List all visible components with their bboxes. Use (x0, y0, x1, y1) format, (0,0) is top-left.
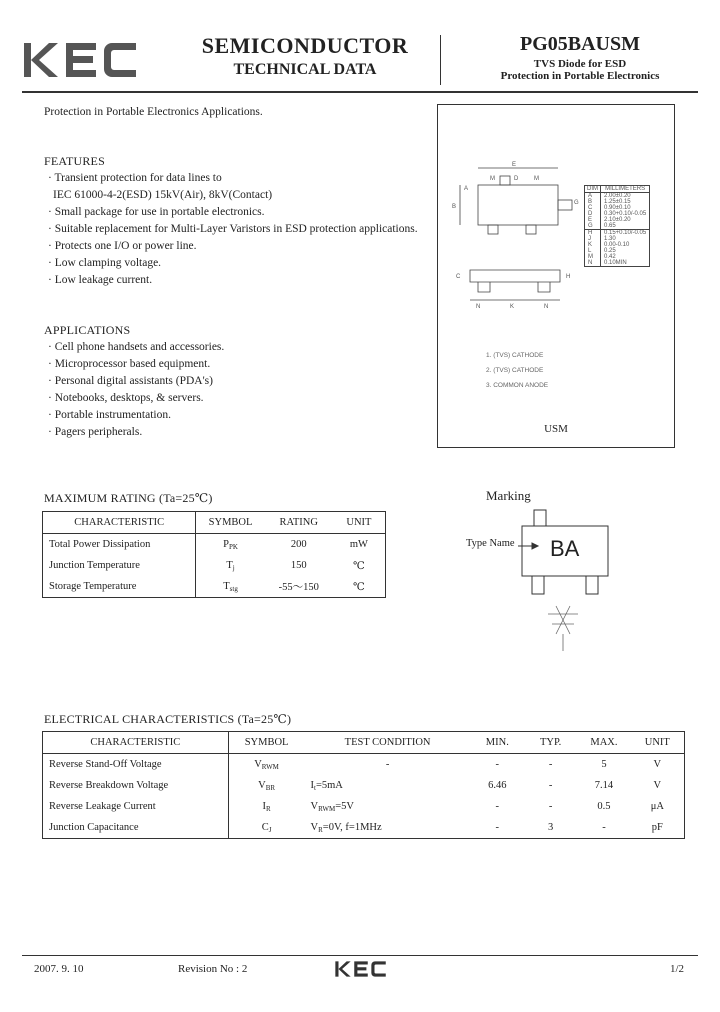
svg-text:D: D (514, 176, 519, 182)
svg-text:N: N (544, 304, 549, 310)
table-row: J 1.30 (585, 236, 650, 242)
svg-text:H: H (566, 274, 571, 280)
table-row: Junction Capacitance $C_J$ $V_R=0V$, f=1MHz - 3 - pF (43, 817, 685, 839)
table-row: G 0.65 (585, 223, 650, 230)
list-item: · Small package for use in portable electronics. (48, 206, 265, 218)
table-row: H 0.15+0.10/-0.05 (585, 230, 650, 237)
header-title: SEMICONDUCTOR (201, 33, 409, 58)
package-drawing (448, 160, 588, 340)
list-item: · Transient protection for data lines to (48, 172, 222, 184)
features-list (48, 170, 418, 289)
dimension-table: DIM MILLIMETERS A 2.00±0.20 B 1.25±0.15 C 0.90±0.10 D 0.30+0.10/-0.05 E 2.10±0.20 G 0.65 H 0.15+0.10/-0.05 J 1.30 K 0.00-0.10 L 0.25 M 0.42 N 0.10MIN (584, 185, 650, 267)
package-name: USM (544, 423, 568, 435)
intro-text: Protection in Portable Electronics Applications. (44, 106, 263, 118)
list-item: · Suitable replacement for Multi-Layer Varistors in ESD protection applications. (48, 223, 418, 235)
table-row: Reverse Stand-Off Voltage $V_{RWM}$ - - - 5 V (43, 754, 685, 776)
package-outline-box (437, 104, 675, 448)
footer-page: 1/2 (670, 963, 685, 975)
list-item: 1. (TVS) CATHODE (486, 352, 544, 359)
list-item: · Cell phone handsets and accessories. (48, 341, 225, 353)
table-row: L 0.25 (585, 248, 650, 254)
table-row: K 0.00-0.10 (585, 242, 650, 248)
table-row: E 2.10±0.20 (585, 217, 650, 223)
table-header: CHARACTERISTIC SYMBOL RATING UNIT (43, 512, 386, 534)
table-row: Reverse Breakdown Voltage $V_{BR}$ $I_t=5mA$ 6.46 - 7.14 V (43, 775, 685, 796)
electrical-table (42, 731, 685, 839)
svg-text:K: K (510, 304, 515, 310)
electrical-heading: ELECTRICAL CHARACTERISTICS (Ta=25℃) (44, 712, 292, 726)
svg-text:G: G (574, 200, 579, 206)
svg-text:B: B (452, 204, 457, 210)
list-item: 2. (TVS) CATHODE (486, 367, 544, 374)
marking-drawing (460, 506, 620, 656)
footer-kec-logo (334, 960, 388, 978)
table-row: M 0.42 (585, 254, 650, 260)
svg-text:N: N (476, 304, 481, 310)
list-item: · Notebooks, desktops, & servers. (48, 392, 204, 404)
footer-revision: Revision No : 2 (178, 963, 248, 975)
svg-text:M: M (534, 176, 539, 182)
applications-heading: APPLICATIONS (44, 323, 131, 337)
table-row: Total Power Dissipation $P_{PK}$ 200 mW (43, 534, 386, 556)
marking-heading: Marking (486, 488, 531, 503)
svg-text:M: M (490, 176, 495, 182)
kec-logo (22, 40, 140, 80)
list-item: 3. COMMON ANODE (486, 382, 549, 389)
list-item: · Portable instrumentation. (48, 409, 171, 421)
footer-date: 2007. 9. 10 (34, 963, 84, 975)
list-item: · Personal digital assistants (PDA's) (48, 375, 213, 387)
list-item: · Low clamping voltage. (48, 257, 162, 269)
table-row: C 0.90±0.10 (585, 205, 650, 211)
list-item: IEC 61000-4-2(ESD) 15kV(Air), 8kV(Contact) (53, 189, 273, 201)
list-item: · Microprocessor based equipment. (48, 358, 211, 370)
header-rule (22, 91, 698, 93)
list-item: · Pagers peripherals. (48, 426, 143, 438)
marking-code: BA (550, 536, 580, 561)
part-number: PG05BAUSM (520, 33, 640, 55)
svg-text:C: C (456, 274, 461, 280)
type-name-label: Type Name (466, 538, 515, 549)
table-row: Storage Temperature $T_{stg}$ -55～150 ℃ (43, 576, 386, 598)
svg-text:E: E (512, 162, 517, 168)
list-item: · Low leakage current. (48, 274, 153, 286)
table-row: N 0.10MIN (585, 260, 650, 267)
table-row: D 0.30+0.10/-0.05 (585, 211, 650, 217)
max-rating-table (42, 511, 386, 598)
pin-list (486, 348, 548, 393)
table-row: B 1.25±0.15 (585, 199, 650, 205)
part-description: TVS Diode for ESD Protection in Portable Electronics (500, 58, 660, 82)
table-row: A 2.00±0.20 (585, 193, 650, 200)
svg-text:A: A (464, 186, 469, 192)
list-item: · Protects one I/O or power line. (48, 240, 197, 252)
header-divider (440, 35, 441, 85)
table-header: CHARACTERISTIC SYMBOL TEST CONDITION MIN. TYP. MAX. UNIT (43, 732, 685, 754)
table-row: Reverse Leakage Current $I_R$ $V_{RWM}=5V$ - - 0.5 μA (43, 796, 685, 817)
footer-rule (22, 955, 698, 956)
table-row: Junction Temperature $T_j$ 150 ℃ (43, 555, 386, 576)
header-subtitle: TECHNICAL DATA (233, 61, 377, 78)
max-rating-heading: MAXIMUM RATING (Ta=25℃) (44, 491, 213, 505)
features-heading: FEATURES (44, 154, 105, 168)
applications-list (48, 339, 224, 441)
